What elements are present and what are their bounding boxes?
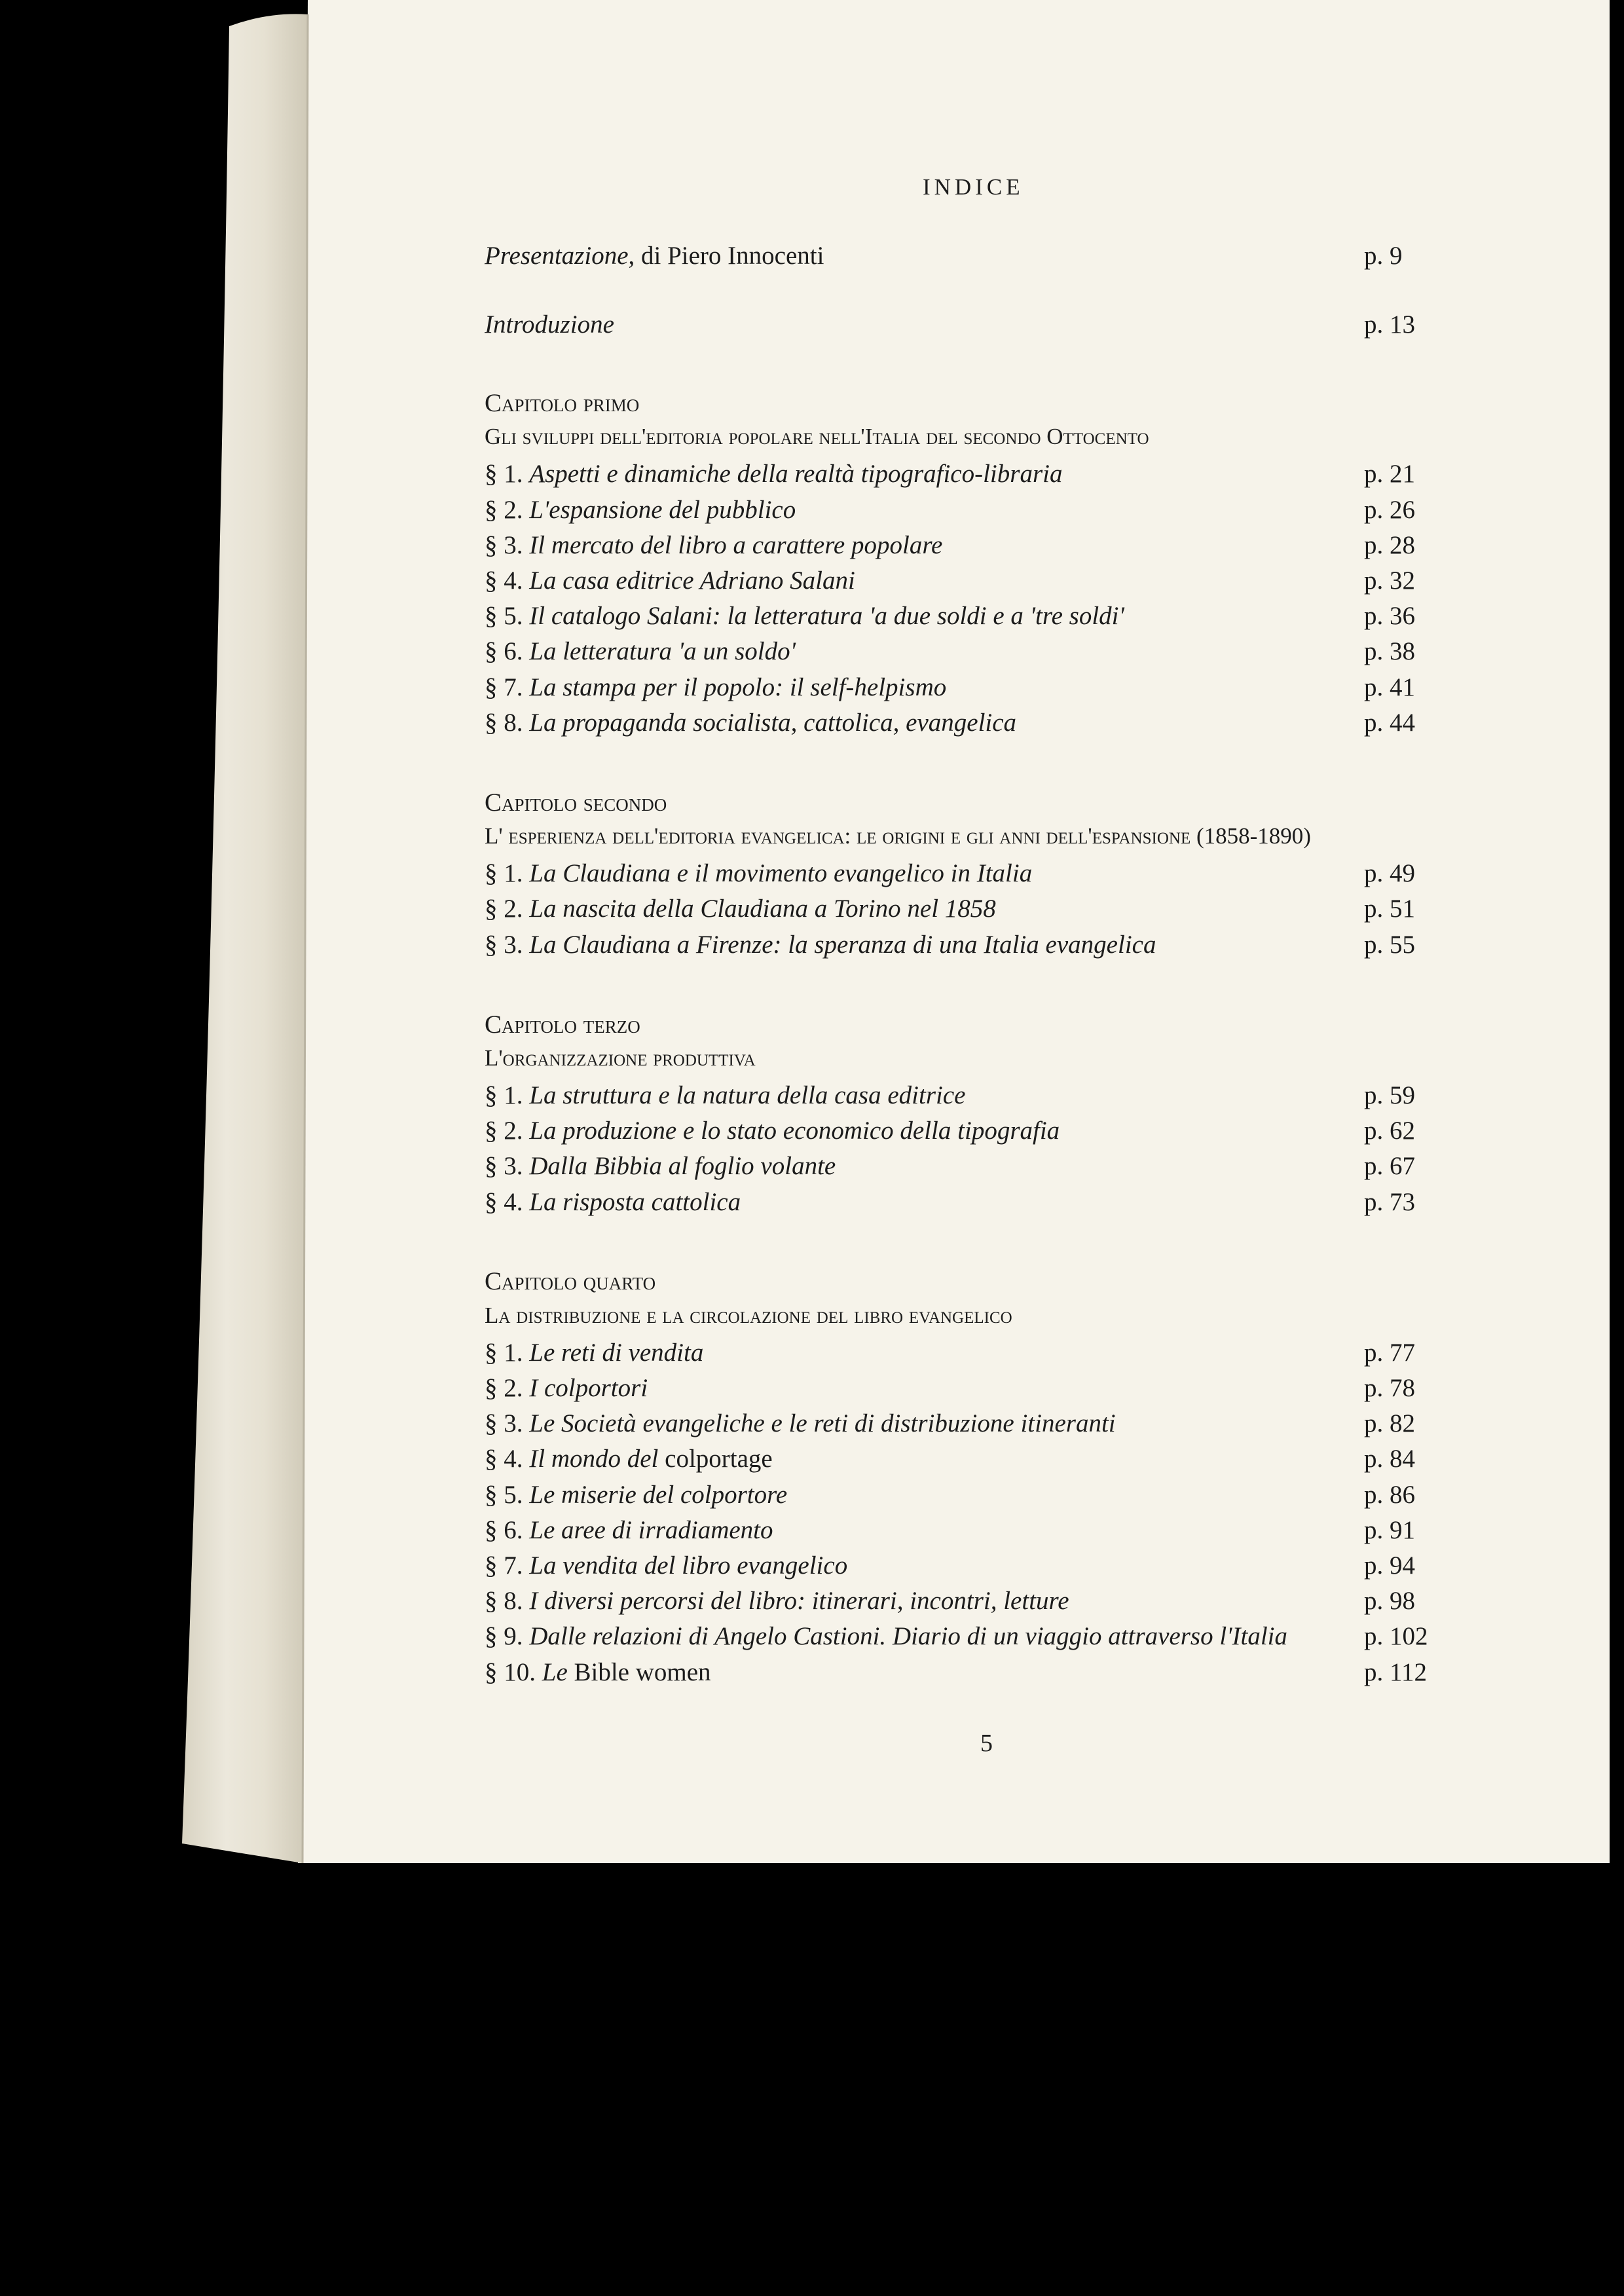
section-title: Dalle relazioni di Angelo Castioni. Diario di un viaggio attraverso l'Italia (529, 1622, 1287, 1651)
section-page: p. 38 (1364, 637, 1415, 666)
section-title: La nascita della Claudiana a Torino nel 1858 (529, 895, 996, 923)
toc-section (485, 894, 996, 923)
toc-section (485, 859, 1032, 888)
toc-section (485, 601, 1124, 631)
toc-section (485, 673, 946, 702)
section-title: Aspetti e dinamiche della realtà tipografico-libraria (529, 460, 1063, 489)
section-page: p. 28 (1364, 530, 1415, 559)
toc-section (485, 1551, 847, 1580)
entry-title: Presentazione (485, 242, 629, 270)
section-title-roman: Bible women (567, 1657, 711, 1686)
section-title: La letteratura 'a un soldo' (529, 637, 796, 666)
section-title: La stampa per il popolo: il self-helpismo (529, 673, 947, 701)
section-title: Le (542, 1657, 568, 1686)
toc-section (485, 1151, 836, 1181)
section-title: La risposta cattolica (529, 1187, 741, 1216)
section-title: L'espansione del pubblico (529, 495, 796, 524)
section-title: La Claudiana a Firenze: la speranza di una Italia evangelica (529, 930, 1156, 959)
section-page: p. 77 (1364, 1338, 1415, 1367)
section-page: p. 51 (1364, 895, 1415, 923)
index-title: INDICE (923, 174, 1024, 200)
toc-section (485, 459, 1062, 489)
section-number: § 5. (485, 1480, 523, 1509)
toc-entry (485, 310, 614, 339)
toc-section (485, 637, 796, 666)
section-number: § 3. (485, 930, 523, 959)
toc-section (485, 1373, 648, 1403)
toc-section (485, 1081, 965, 1110)
toc-section (485, 1409, 1116, 1438)
toc-entry (485, 241, 824, 270)
toc-section (485, 495, 796, 525)
section-number: § 8. (485, 1587, 523, 1616)
section-number: § 9. (485, 1622, 523, 1651)
section-page: p. 41 (1364, 673, 1415, 701)
section-number: § 4. (485, 1187, 523, 1216)
toc-section (485, 930, 1156, 959)
toc-section (485, 1480, 787, 1509)
section-page: p. 36 (1364, 602, 1415, 631)
chapter-label: Capitolo quarto (485, 1267, 656, 1296)
toc-section (485, 530, 942, 560)
toc-section (485, 1586, 1069, 1616)
section-page: p. 94 (1364, 1551, 1415, 1580)
section-title: Il mercato del libro a carattere popolare (529, 530, 943, 559)
section-title: Le aree di irradiamento (529, 1515, 773, 1544)
section-page: p. 49 (1364, 859, 1415, 888)
section-number: § 10. (485, 1657, 536, 1686)
section-title: La Claudiana e il movimento evangelico in Italia (529, 859, 1033, 888)
section-title: I colportori (529, 1374, 648, 1403)
section-number: § 8. (485, 708, 523, 737)
section-number: § 7. (485, 673, 523, 701)
section-title: I diversi percorsi del libro: itinerari, incontri, letture (529, 1587, 1069, 1616)
section-number: § 1. (485, 1081, 523, 1109)
section-title: La produzione e lo stato economico della tipografia (529, 1117, 1060, 1145)
toc-section (485, 1187, 741, 1217)
section-number: § 1. (485, 460, 523, 489)
section-number: § 4. (485, 566, 523, 595)
chapter-label: Capitolo secondo (485, 788, 667, 817)
toc-section (485, 1338, 703, 1367)
section-title: Le reti di vendita (529, 1338, 704, 1367)
section-number: § 3. (485, 530, 523, 559)
section-number: § 5. (485, 602, 523, 631)
section-page: p. 102 (1364, 1622, 1428, 1651)
entry-page: p. 9 (1364, 242, 1403, 270)
section-number: § 3. (485, 1152, 523, 1181)
chapter-heading: L' esperienza dell'editoria evangelica: le origini e gli anni dell'espansione (1858-1890) (485, 823, 1311, 849)
section-page: p. 86 (1364, 1480, 1415, 1509)
toc-section (485, 566, 855, 595)
section-page: p. 32 (1364, 566, 1415, 595)
chapter-heading: L'organizzazione produttiva (485, 1045, 756, 1071)
section-page: p. 62 (1364, 1117, 1415, 1145)
toc-section (485, 708, 1016, 737)
section-number: § 2. (485, 1374, 523, 1403)
section-title: Il mondo del (529, 1445, 659, 1473)
section-page: p. 21 (1364, 460, 1415, 489)
section-page: p. 98 (1364, 1587, 1415, 1616)
section-title: Il catalogo Salani: la letteratura 'a due soldi e a 'tre soldi' (529, 602, 1124, 631)
page-number: 5 (980, 1730, 993, 1757)
section-number: § 2. (485, 1117, 523, 1145)
section-number: § 2. (485, 495, 523, 524)
section-title: La struttura e la natura della casa editrice (529, 1081, 966, 1109)
section-number: § 1. (485, 859, 523, 888)
toc-section (485, 1621, 1287, 1651)
section-number: § 6. (485, 637, 523, 666)
chapter-label: Capitolo terzo (485, 1010, 640, 1039)
section-title: La vendita del libro evangelico (529, 1551, 848, 1580)
section-number: § 1. (485, 1338, 523, 1367)
section-page: p. 67 (1364, 1152, 1415, 1181)
section-page: p. 84 (1364, 1445, 1415, 1473)
section-page: p. 91 (1364, 1515, 1415, 1544)
toc-section (485, 1657, 711, 1687)
section-number: § 6. (485, 1515, 523, 1544)
section-title: Le miserie del colportore (529, 1480, 788, 1509)
entry-title: Introduzione (485, 310, 614, 339)
chapter-heading: La distribuzione e la circolazione del libro evangelico (485, 1302, 1012, 1328)
section-page: p. 55 (1364, 930, 1415, 959)
toc-section (485, 1515, 773, 1545)
section-page: p. 59 (1364, 1081, 1415, 1109)
section-number: § 2. (485, 895, 523, 923)
entry-page: p. 13 (1364, 310, 1415, 339)
section-number: § 3. (485, 1409, 523, 1438)
section-title: La casa editrice Adriano Salani (529, 566, 855, 595)
section-title: Le Società evangeliche e le reti di distribuzione itineranti (529, 1409, 1116, 1438)
chapter-label: Capitolo primo (485, 389, 640, 417)
section-page: p. 73 (1364, 1187, 1415, 1216)
section-page: p. 44 (1364, 708, 1415, 737)
toc-section (485, 1444, 773, 1473)
section-title-roman: colportage (658, 1445, 773, 1473)
chapter-heading: Gli sviluppi dell'editoria popolare nell'Italia del secondo Ottocento (485, 424, 1149, 450)
section-page: p. 112 (1364, 1657, 1428, 1686)
section-title: La propaganda socialista, cattolica, evangelica (529, 708, 1017, 737)
section-title: Dalla Bibbia al foglio volante (529, 1152, 836, 1181)
section-page: p. 26 (1364, 495, 1415, 524)
section-number: § 7. (485, 1551, 523, 1580)
section-page: p. 82 (1364, 1409, 1415, 1438)
section-page: p. 78 (1364, 1374, 1415, 1403)
entry-author: , di Piero Innocenti (628, 242, 824, 270)
section-number: § 4. (485, 1445, 523, 1473)
toc-section (485, 1116, 1060, 1145)
